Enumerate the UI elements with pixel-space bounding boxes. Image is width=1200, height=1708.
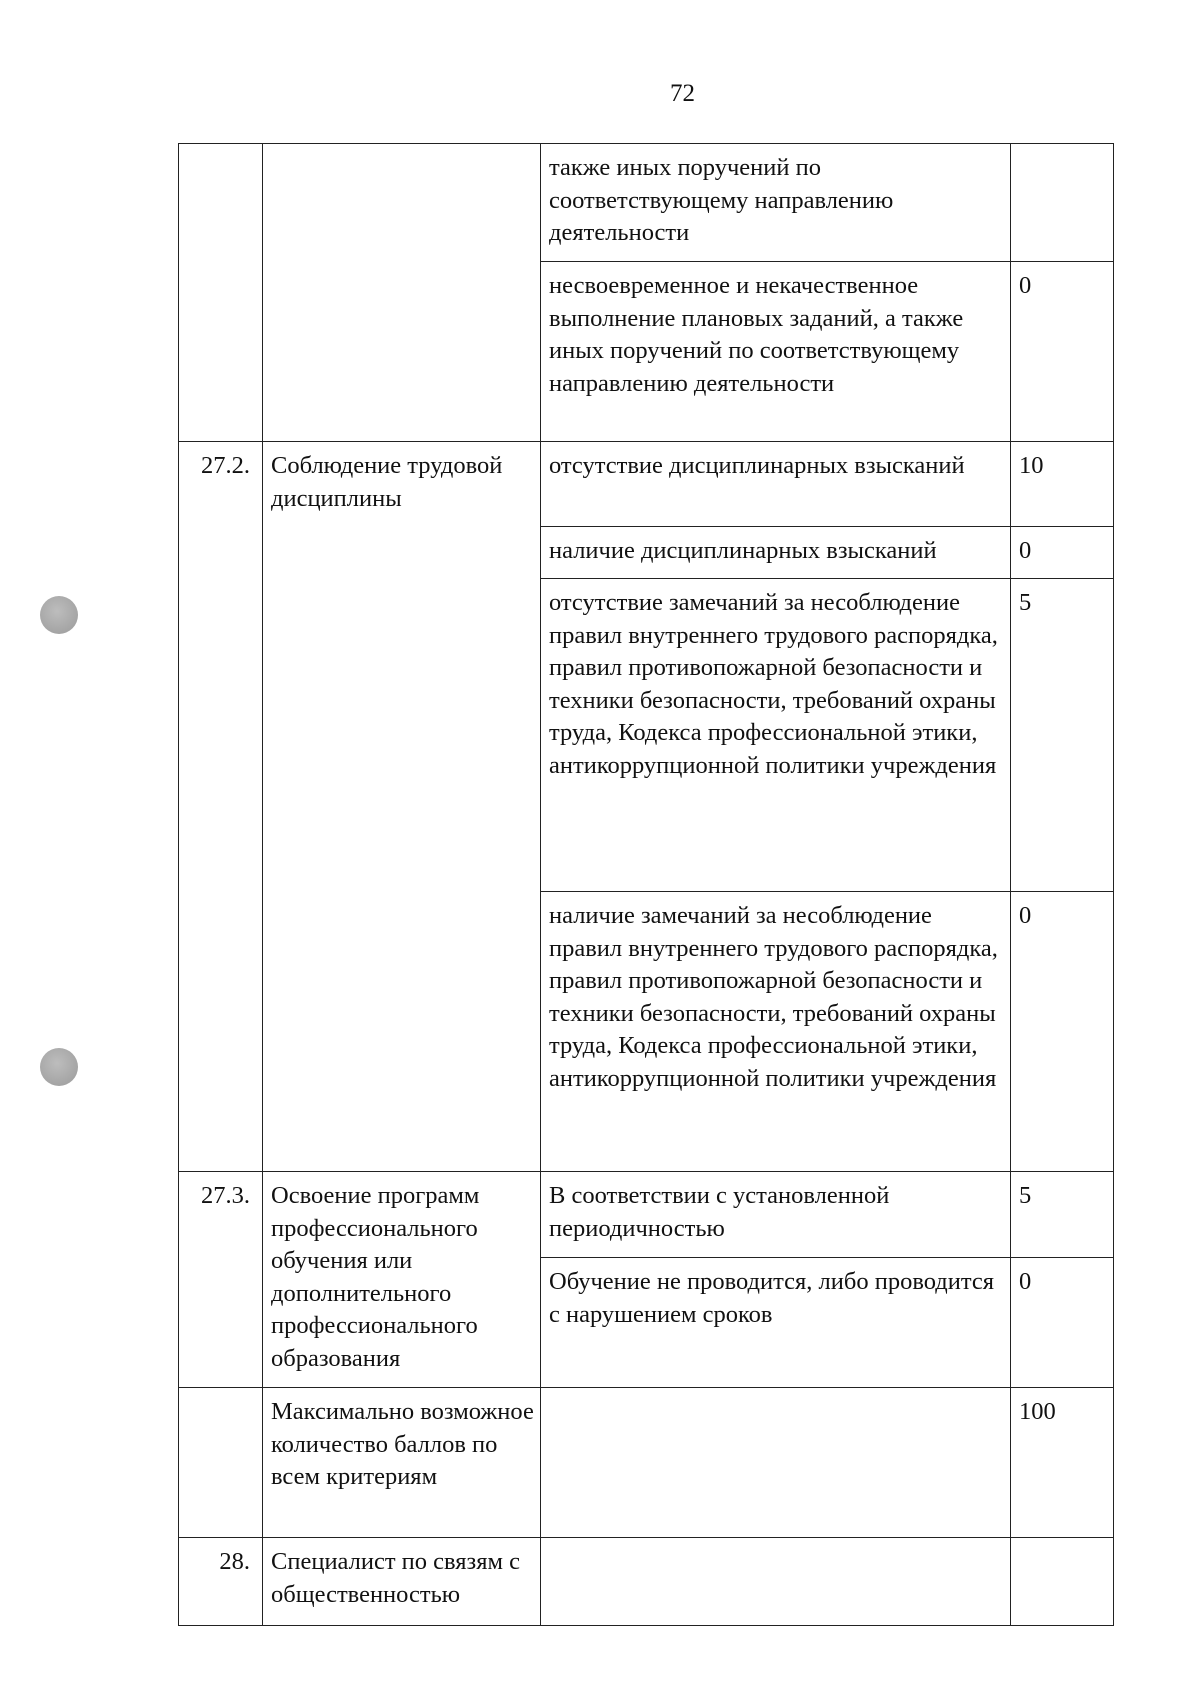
criterion-text: отсутствие замечаний за несоблюдение правил внутреннего трудового распорядка, правил противопожарной безопасности и техники безопасности, требований охраны труда, Кодекса профессиональной этики, антикоррупционной политики учреждения — [541, 579, 1011, 892]
table-row — [179, 442, 1114, 527]
criterion-score: 0 — [1011, 262, 1114, 442]
criterion-score: 100 — [1011, 1388, 1114, 1538]
criterion-score: 0 — [1011, 527, 1114, 579]
criteria-table — [178, 143, 1114, 1626]
row-title: Соблюдение трудовой дисциплины — [263, 442, 541, 1172]
row-title: Максимально возможное количество баллов по всем критериям — [263, 1388, 541, 1538]
criterion-score: 0 — [1011, 892, 1114, 1172]
criterion-score: 5 — [1011, 1172, 1114, 1258]
binder-hole — [40, 1048, 78, 1086]
criterion-text — [541, 1538, 1011, 1626]
row-number: 27.3. — [179, 1172, 263, 1388]
criterion-score — [1011, 144, 1114, 262]
page-number: 72 — [670, 80, 695, 107]
criterion-text: Обучение не проводится, либо проводится с нарушением сроков — [541, 1258, 1011, 1388]
criterion-text — [541, 1388, 1011, 1538]
row-title: Освоение программ профессионального обучения или дополнительного профессионального образования — [263, 1172, 541, 1388]
row-title: Специалист по связям с общественностью — [263, 1538, 541, 1626]
table-row — [179, 1172, 1114, 1258]
criterion-text: отсутствие дисциплинарных взысканий — [541, 442, 1011, 527]
criterion-text: также иных поручений по соответствующему направлению деятельности — [541, 144, 1011, 262]
table-row — [179, 144, 1114, 262]
table-row — [179, 1538, 1114, 1626]
criterion-text: В соответствии с установленной периодичностью — [541, 1172, 1011, 1258]
row-number — [179, 1388, 263, 1538]
criterion-score: 5 — [1011, 579, 1114, 892]
row-number — [179, 144, 263, 442]
criterion-text: несвоевременное и некачественное выполнение плановых заданий, а также иных поручений по соответствующему направлению деятельности — [541, 262, 1011, 442]
criterion-text: наличие дисциплинарных взысканий — [541, 527, 1011, 579]
criterion-text: наличие замечаний за несоблюдение правил внутреннего трудового распорядка, правил противопожарной безопасности и техники безопасности, требований охраны труда, Кодекса профессиональной этики, антикоррупционной политики учреждения — [541, 892, 1011, 1172]
criterion-score: 0 — [1011, 1258, 1114, 1388]
binder-hole — [40, 596, 78, 634]
row-number: 28. — [179, 1538, 263, 1626]
criterion-score: 10 — [1011, 442, 1114, 527]
row-title — [263, 144, 541, 442]
row-number: 27.2. — [179, 442, 263, 1172]
table-row — [179, 1388, 1114, 1538]
criterion-score — [1011, 1538, 1114, 1626]
